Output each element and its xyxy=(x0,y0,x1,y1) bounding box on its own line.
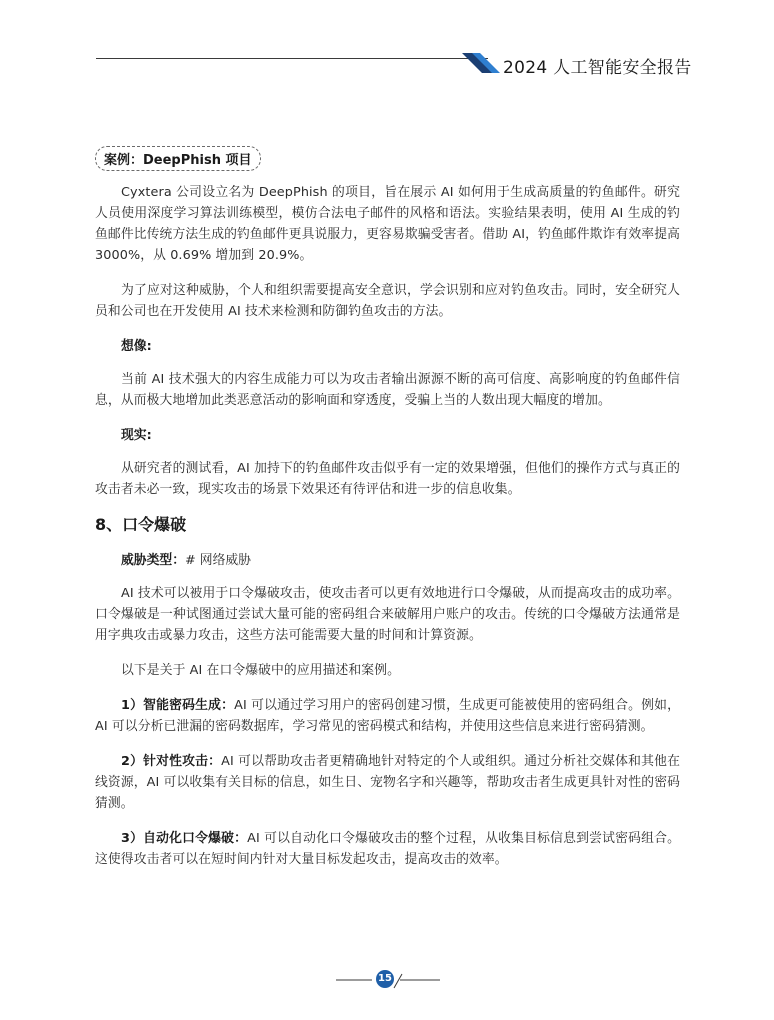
section-paragraph-1: AI 技术可以被用于口令爆破攻击，使攻击者可以更有效地进行口令爆破，从而提高攻击的成功率。口令爆破是一种试图通过尝试大量可能的密码组合来破解用户账户的攻击。传统的口令爆破方法通常是用字典攻击或暴力攻击，这些方法可能需要大量的时间和计算资源。 xyxy=(95,586,680,643)
list-item-label: 3）自动化口令爆破： xyxy=(121,831,248,846)
page-number: 15 xyxy=(376,970,394,988)
list-item xyxy=(95,828,680,870)
reality-heading: 现实: xyxy=(121,428,152,443)
threat-type-value: # 网络威胁 xyxy=(184,553,251,568)
header-decoration xyxy=(462,53,502,77)
case-paragraph-1: Cyxtera 公司设立名为 DeepPhish 的项目，旨在展示 AI 如何用于生成高质量的钓鱼邮件。研究人员使用深度学习算法训练模型，模仿合法电子邮件的风格和语法。实验结果表明，使用 AI 生成的钓鱼邮件比传统方法生成的钓鱼邮件更具说服力，更容易欺骗受害者。借助 AI，钓鱼邮件欺诈有效率提高 3000%，从 0.69% 增加到 20.9%。 xyxy=(95,185,680,263)
threat-type-label: 威胁类型： xyxy=(121,553,185,568)
page-footer xyxy=(336,968,440,990)
list-item-text: AI 可以通过学习用户的密码创建习惯，生成更可能被使用的密码组合。例如，AI 可以分析已泄漏的密码数据库，学习常见的密码模式和结构，并使用这些信息来进行密码猜测。 xyxy=(95,698,680,734)
header-rule xyxy=(96,58,488,59)
reality-paragraph: 从研究者的测试看，AI 加持下的钓鱼邮件攻击似乎有一定的效果增强，但他们的操作方式与真正的攻击者未必一致，现实攻击的场景下效果还有待评估和进一步的信息收集。 xyxy=(95,461,680,497)
list-item-text: AI 可以帮助攻击者更精确地针对特定的个人或组织。通过分析社交媒体和其他在线资源，AI 可以收集有关目标的信息，如生日、宠物名字和兴趣等，帮助攻击者生成更具针对性的密码猜测。 xyxy=(95,754,680,811)
case-label: 案例：DeepPhish 项目 xyxy=(95,146,261,171)
list-item xyxy=(95,751,680,814)
page-content xyxy=(95,146,680,884)
threat-type xyxy=(121,550,680,571)
list-item-label: 2）针对性攻击： xyxy=(121,754,222,769)
section-title: 8、口令爆破 xyxy=(95,515,187,534)
report-title: 2024 人工智能安全报告 xyxy=(503,58,692,78)
case-paragraph-2: 为了应对这种威胁，个人和组织需要提高安全意识，学会识别和应对钓鱼攻击。同时，安全研究人员和公司也在开发使用 AI 技术来检测和防御钓鱼攻击的方法。 xyxy=(95,283,680,319)
imagine-heading: 想像: xyxy=(121,339,152,354)
list-item-label: 1）智能密码生成： xyxy=(121,698,235,713)
imagine-paragraph: 当前 AI 技术强大的内容生成能力可以为攻击者输出源源不断的高可信度、高影响度的钓鱼邮件信息，从而极大地增加此类恶意活动的影响面和穿透度，受骗上当的人数出现大幅度的增加。 xyxy=(95,372,680,408)
list-item-text: AI 可以自动化口令爆破攻击的整个过程，从收集目标信息到尝试密码组合。这使得攻击者可以在短时间内针对大量目标发起攻击，提高攻击的效率。 xyxy=(95,831,680,867)
section-paragraph-2: 以下是关于 AI 在口令爆破中的应用描述和案例。 xyxy=(121,663,401,678)
list-item xyxy=(95,695,680,737)
